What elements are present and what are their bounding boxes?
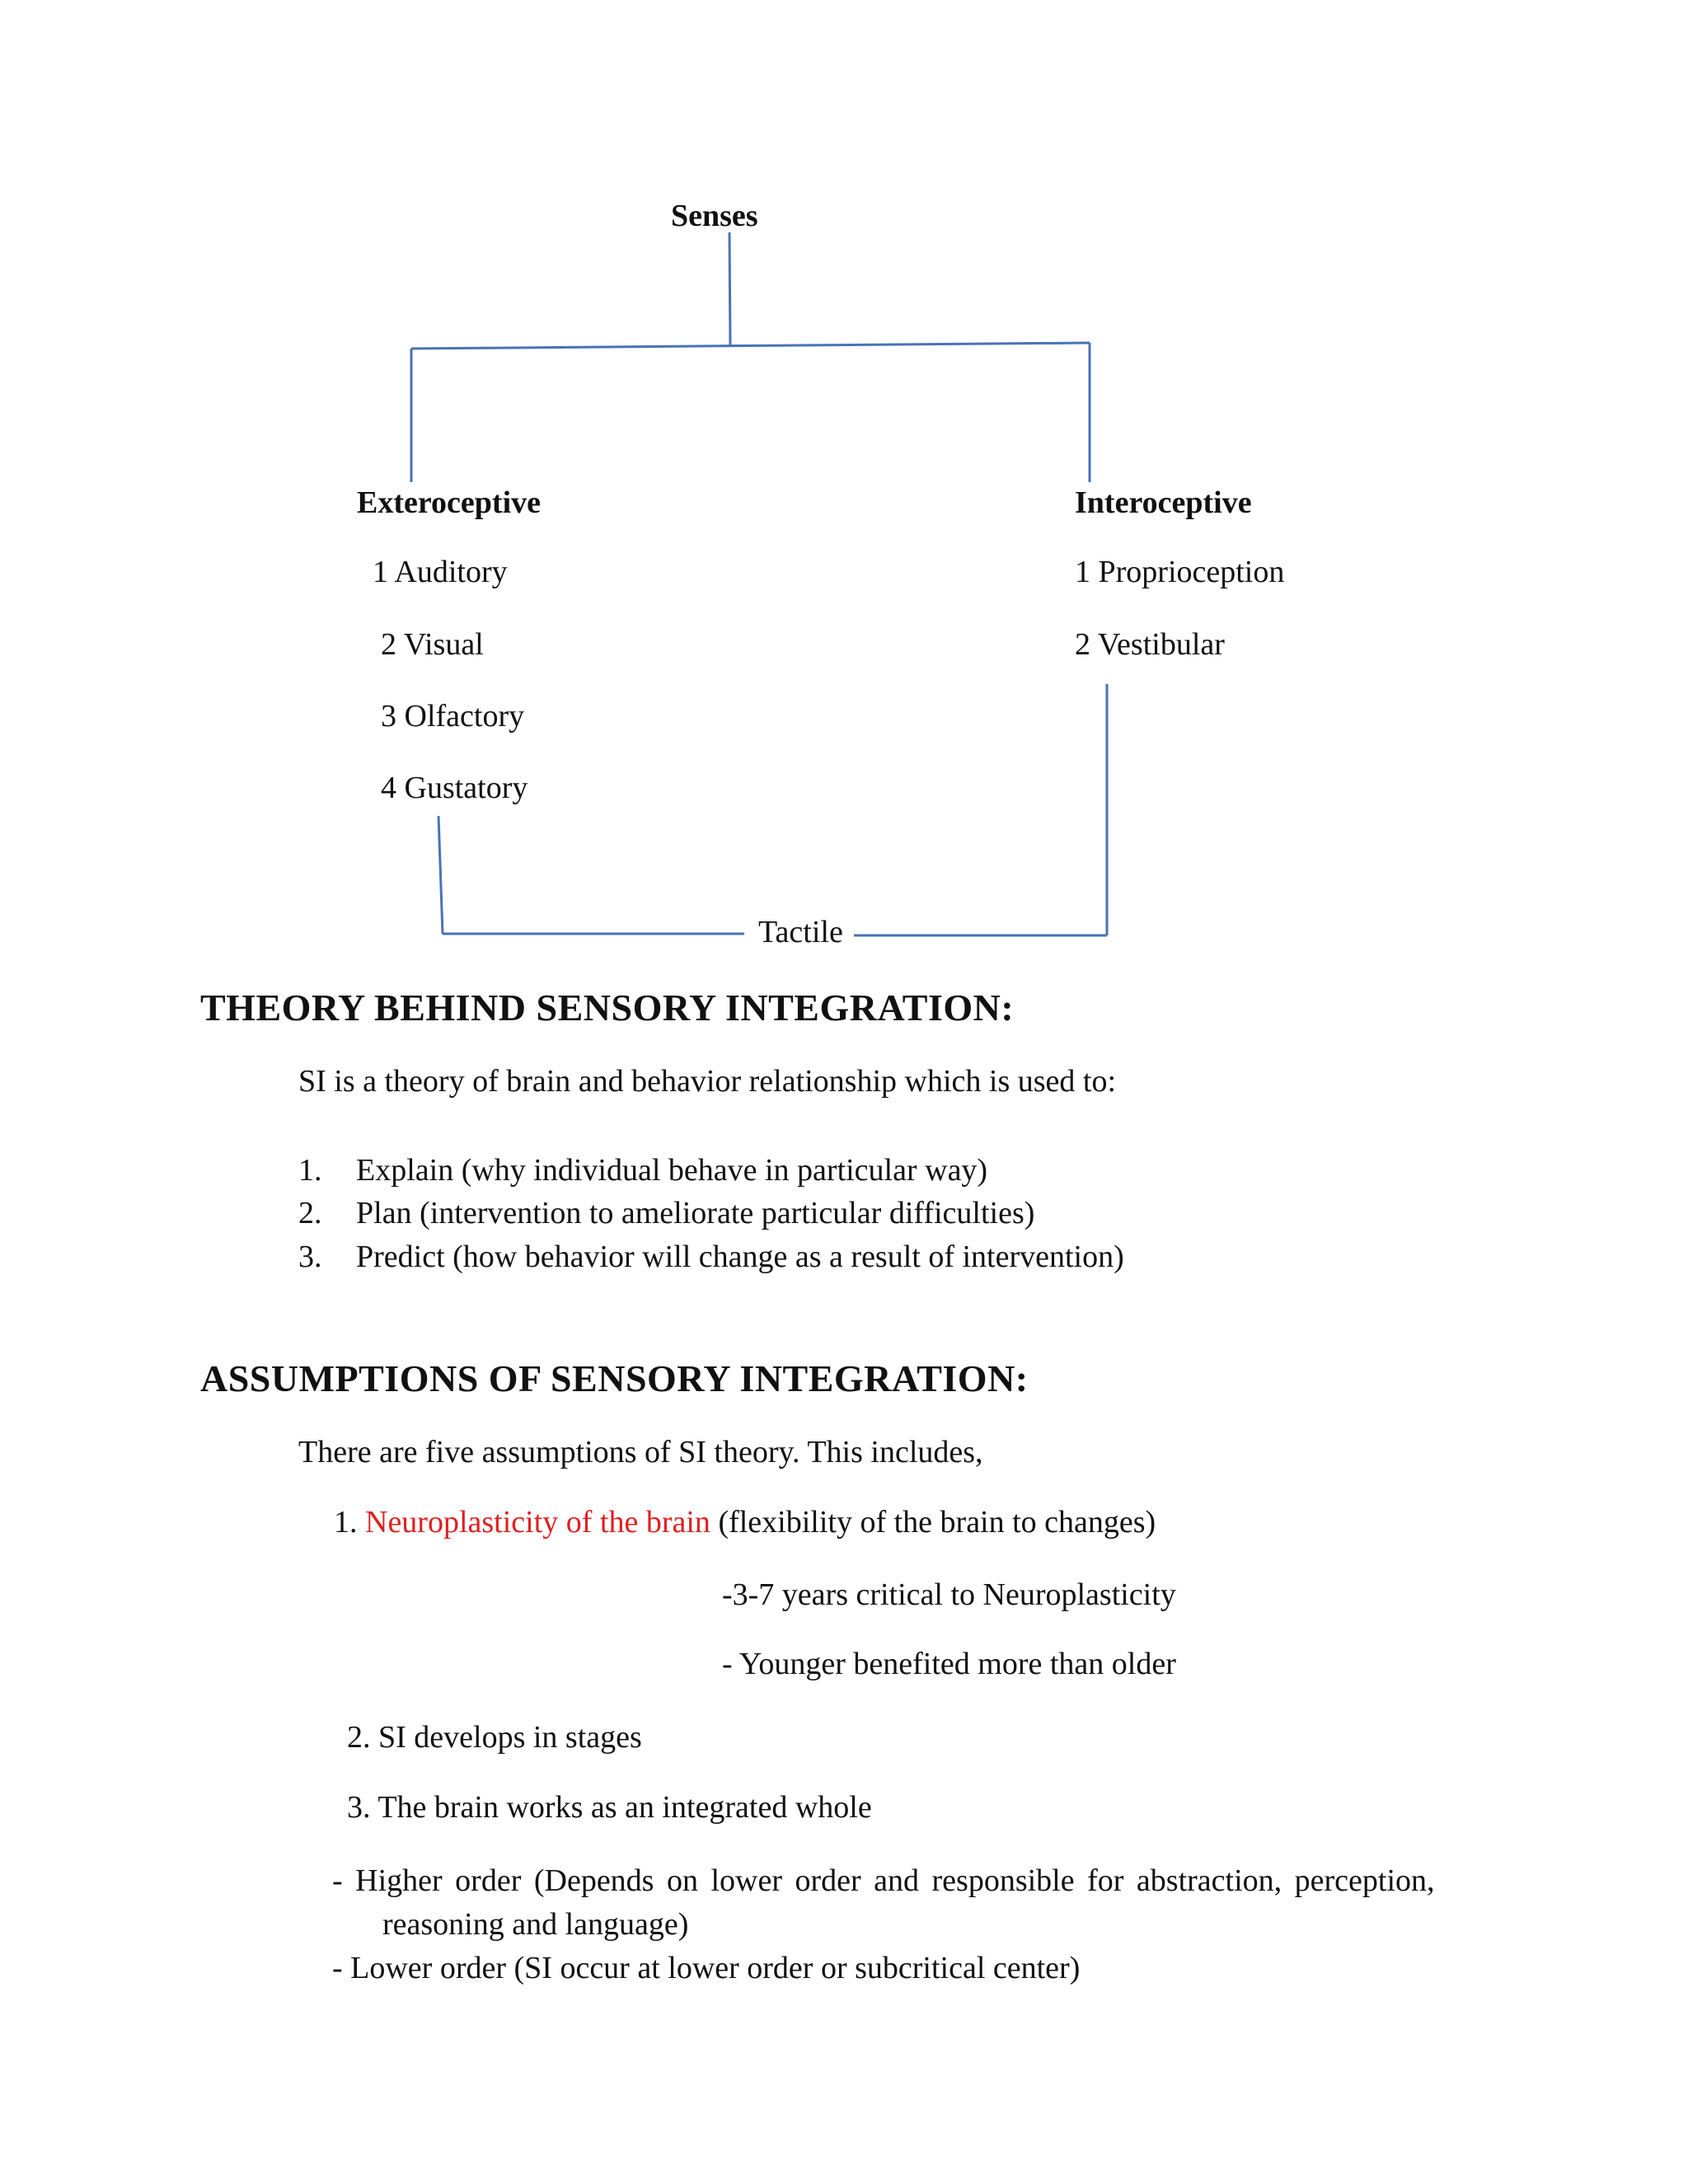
diagram-bottom-label: Tactile (758, 915, 843, 949)
theory-list-item: Explain (why individual behave in particular way) (356, 1153, 988, 1188)
theory-list-item: Plan (intervention to ameliorate particular difficulties) (356, 1196, 1035, 1230)
theory-list-item: Predict (how behavior will change as a result of intervention) (356, 1240, 1124, 1274)
assumption-rest: (flexibility of the brain to changes) (710, 1505, 1156, 1540)
assumption-number: 3. (347, 1790, 371, 1825)
theory-intro: SI is a theory of brain and behavior relationship which is used to: (298, 1064, 1117, 1099)
interoceptive-item: 2 Vestibular (1075, 627, 1225, 662)
connector-branch-bar (411, 343, 1090, 349)
diagram-root-label: Senses (671, 199, 758, 233)
higher-order-line-2: reasoning and language) (382, 1907, 689, 1942)
assumption-text: The brain works as an integrated whole (377, 1790, 872, 1825)
connector-gustatory-down (438, 816, 443, 934)
assumption-note: -3-7 years critical to Neuroplasticity (722, 1577, 1176, 1612)
lower-order-line: - Lower order (SI occur at lower order or subcritical center) (332, 1951, 1081, 1985)
exteroceptive-title: Exteroceptive (357, 485, 541, 520)
theory-heading: THEORY BEHIND SENSORY INTEGRATION: (200, 987, 1015, 1029)
assumption-item-1 (334, 1507, 1156, 1538)
assumption-item-2 (347, 1722, 642, 1753)
interoceptive-title: Interoceptive (1075, 485, 1252, 520)
assumption-number: 1. (334, 1505, 358, 1540)
exteroceptive-item: 1 Auditory (373, 555, 508, 589)
exteroceptive-item: 3 Olfactory (381, 699, 525, 733)
theory-list-number: 3. (298, 1240, 322, 1274)
assumptions-intro: There are five assumptions of SI theory. This includes, (298, 1435, 983, 1469)
exteroceptive-item: 2 Visual (381, 627, 484, 662)
assumption-highlight: Neuroplasticity of the brain (365, 1505, 710, 1540)
assumption-note: - Younger benefited more than older (722, 1647, 1176, 1681)
exteroceptive-item: 4 Gustatory (381, 771, 528, 805)
higher-order-line-1: - Higher order (Depends on lower order and responsible for abstraction, perception, (332, 1863, 1435, 1898)
assumption-text: SI develops in stages (378, 1720, 642, 1755)
connector-root-stem (729, 232, 730, 346)
assumption-number: 2. (347, 1720, 371, 1755)
assumption-item-3 (347, 1792, 872, 1823)
interoceptive-item: 1 Proprioception (1075, 555, 1285, 589)
theory-list-number: 1. (298, 1153, 322, 1188)
assumptions-heading: ASSUMPTIONS OF SENSORY INTEGRATION: (200, 1357, 1029, 1399)
theory-list-number: 2. (298, 1196, 322, 1230)
diagram-connectors (0, 0, 1688, 989)
